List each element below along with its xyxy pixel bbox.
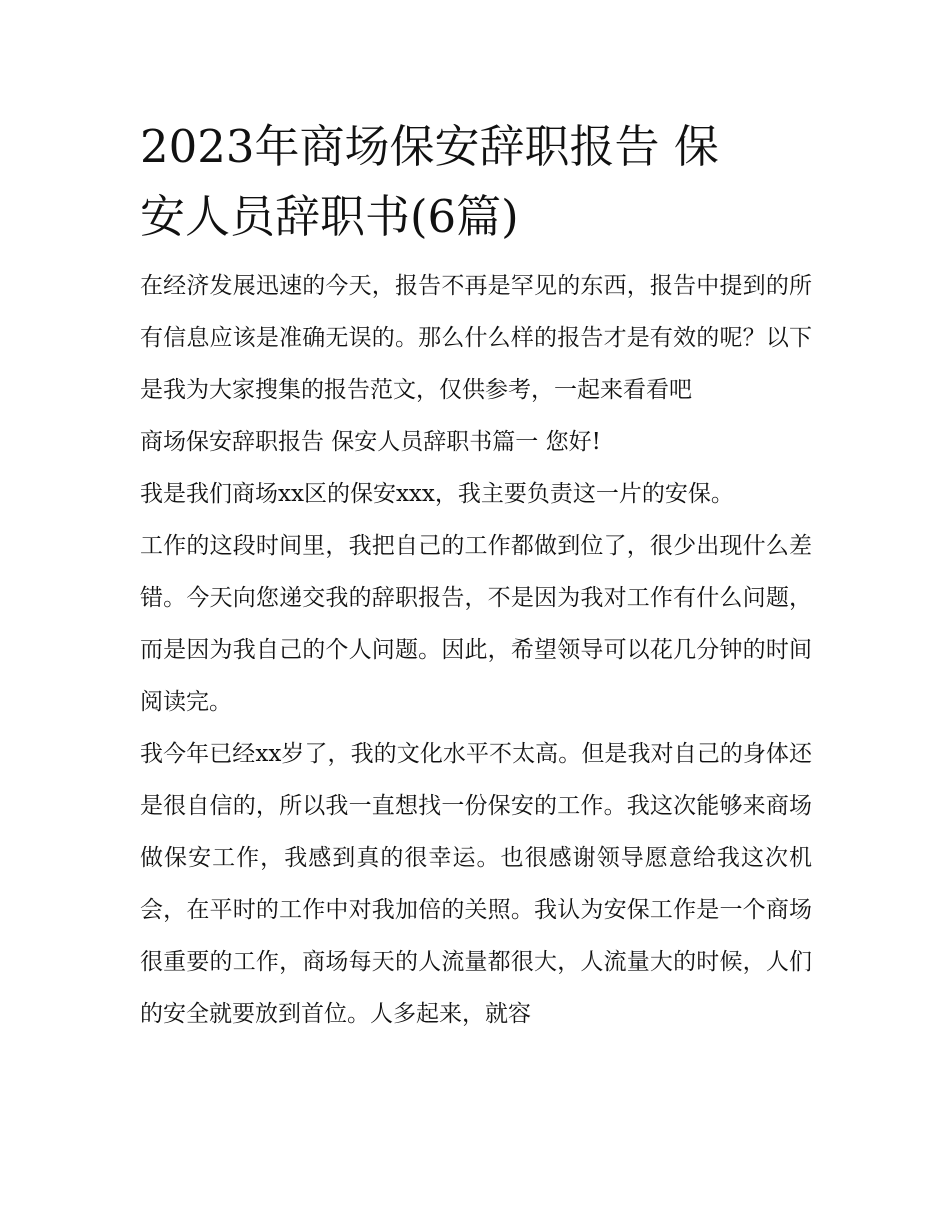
document-title (140, 112, 812, 252)
title-line-1: 2023年商场保安辞职报告 保 (140, 120, 719, 173)
paragraph-self-intro: 我是我们商场xx区的保安xxx，我主要负责这一片的安保。 (140, 481, 734, 507)
paragraph-intro: 在经济发展迅速的今天，报告不再是罕见的东西，报告中提到的所有信息应该是准确无误的。那么什么样的报告才是有效的呢？以下是我为大家搜集的报告范文，仅供参考，一起来看看吧 (140, 273, 812, 403)
paragraph-work-period: 工作的这段时间里，我把自己的工作都做到位了，很少出现什么差错。今天向您递交我的辞职报告，不是因为我对工作有什么问题，而是因为我自己的个人问题。因此，希望领导可以花几分钟的时间阅读完。 (140, 533, 812, 715)
paragraph-heading-1: 商场保安辞职报告 保安人员辞职书篇一 您好! (140, 429, 601, 455)
paragraph-background: 我今年已经xx岁了，我的文化水平不太高。但是我对自己的身体还是很自信的，所以我一直想找一份保安的工作。我这次能够来商场做保安工作，我感到真的很幸运。也很感谢领导愿意给我这次机会，在平时的工作中对我加倍的关照。我认为安保工作是一个商场很重要的工作，商场每天的人流量都很大，人流量大的时候，人们的安全就要放到首位。人多起来，就容 (140, 741, 812, 1027)
title-line-2: 安人员辞职书(6篇) (140, 190, 519, 243)
document-content (140, 112, 812, 1040)
